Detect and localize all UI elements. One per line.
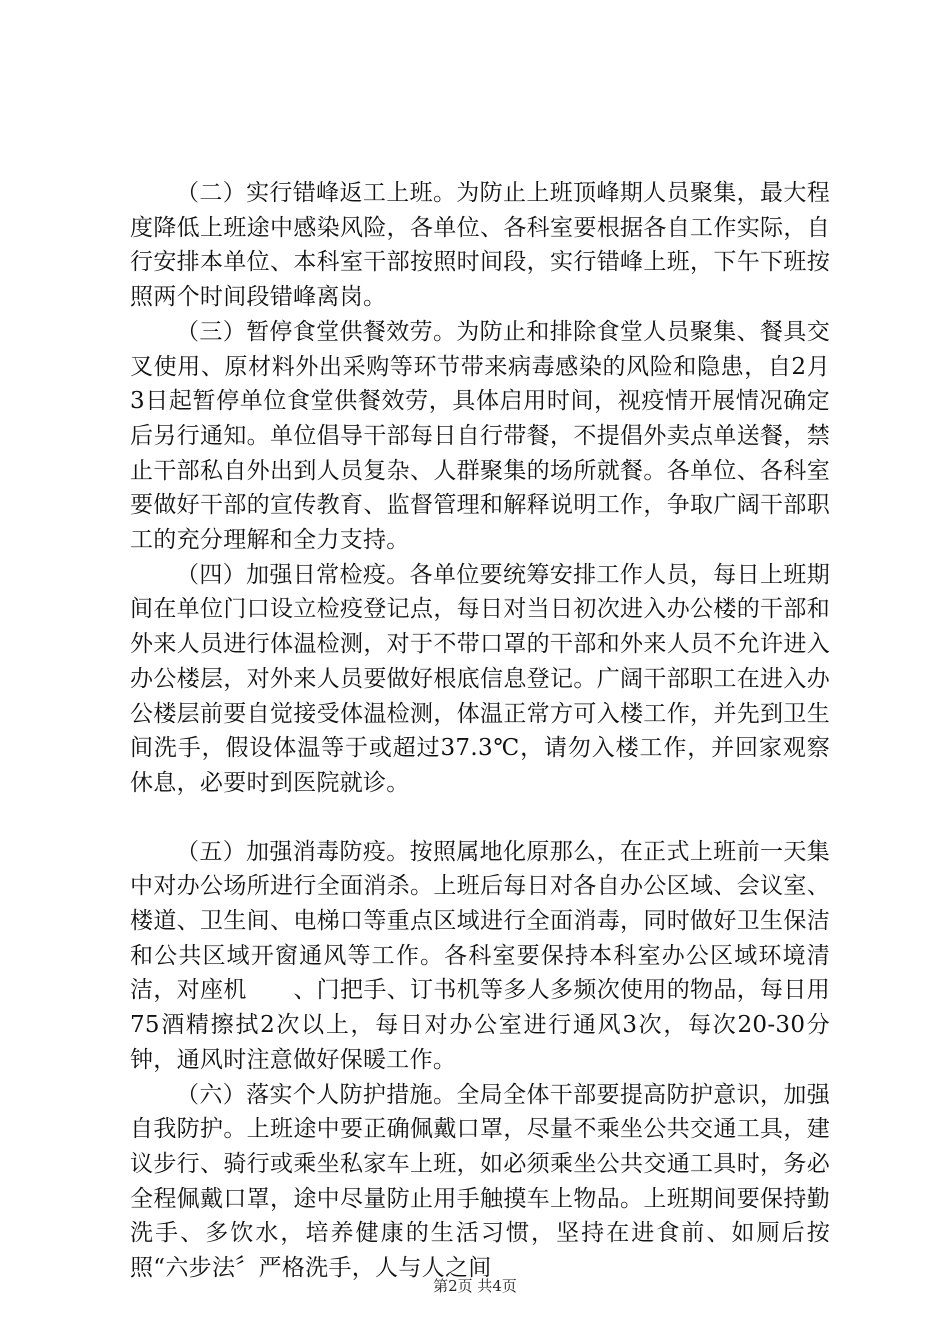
paragraph-personal-protection: （六）落实个人防护措施。全局全体干部要提高防护意识，加强自我防护。上班途中要正确佩戴口罩，尽量不乘坐公共交通工具，建议步行、骑行或乘坐私家车上班，如必须乘坐公共交通工具时，务必全程佩戴口罩，途中尽量防止用手触摸车上物品。上班期间要保持勤洗手、多饮水，培养健康的生活习惯，坚持在进食前、如厕后按照“六步法〞严格洗手，人与人之间 xyxy=(130,1081,830,1282)
page-number-footer: 第2页 共4页 xyxy=(433,1277,517,1295)
paragraph-staggered-return: （二）实行错峰返工上班。为防止上班顶峰期人员聚集，最大程度降低上班途中感染风险，各单位、各科室要根据各自工作实际，自行安排本单位、本科室干部按照时间段，实行错峰上班，下午下班按照两个时间段错峰离岗。 xyxy=(130,180,830,311)
paragraph-disinfection: （五）加强消毒防疫。按照属地化原那么，在正式上班前一天集中对办公场所进行全面消杀。上班后每日对各自办公区域、会议室、楼道、卫生间、电梯口等重点区域进行全面消毒，同时做好卫生保洁和公共区域开窗通风等工作。各科室要保持本科室办公区域环境清洁，对座机 、门把手、订书机等多人多频次使用的物品，每日用75酒精擦拭2次以上，每日对办公室进行通风3次，每次20-30分钟，通风时注意做好保暖工作。 xyxy=(130,838,830,1073)
document-body xyxy=(130,176,830,1286)
paragraph-daily-quarantine: （四）加强日常检疫。各单位要统筹安排工作人员，每日上班期间在单位门口设立检疫登记点，每日对当日初次进入办公楼的干部和外来人员进行体温检测，对于不带口罩的干部和外来人员不允许进入办公楼层，对外来人员要做好根底信息登记。广阔干部职工在进入办公楼层前要自觉接受体温检测，体温正常方可入楼工作，并先到卫生间洗手，假设体温等于或超过37.3℃，请勿入楼工作，并回家观察休息，必要时到医院就诊。 xyxy=(130,561,830,796)
paragraph-canteen-suspension: （三）暂停食堂供餐效劳。为防止和排除食堂人员聚集、餐具交叉使用、原材料外出采购等环节带来病毒感染的风险和隐患，自2月3日起暂停单位食堂供餐效劳，具体启用时间，视疫情开展情况确定后另行通知。单位倡导干部每日自行带餐，不提倡外卖点单送餐，禁止干部私自外出到人员复杂、人群聚集的场所就餐。各单位、各科室要做好干部的宣传教育、监督管理和解释说明工作，争取广阔干部职工的充分理解和全力支持。 xyxy=(130,318,830,554)
